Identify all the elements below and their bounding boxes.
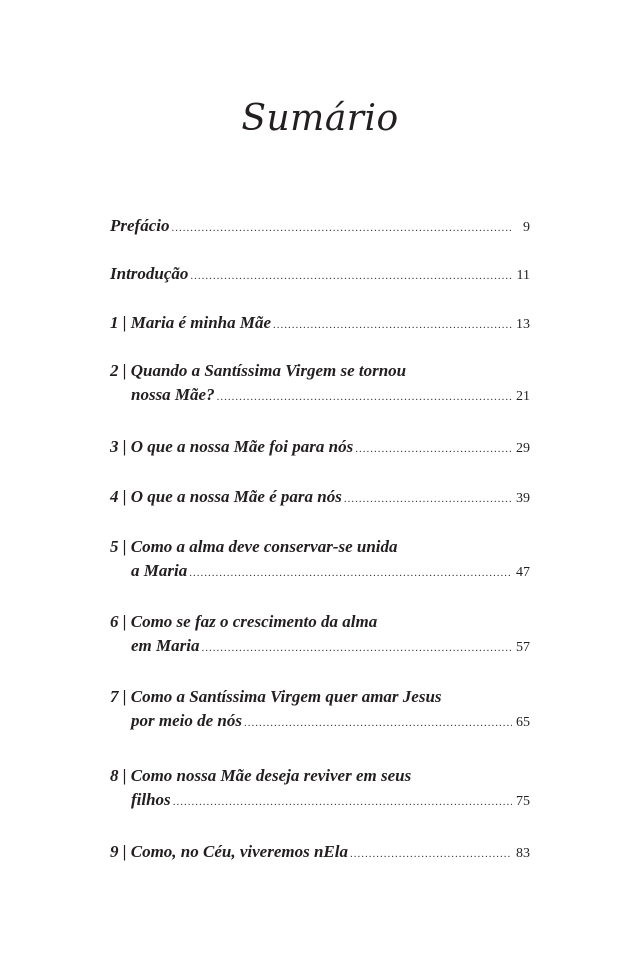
toc-page-number: 39 xyxy=(516,491,530,506)
toc-page-number: 75 xyxy=(516,794,530,809)
toc-entry-chapter-3[interactable] xyxy=(110,435,530,461)
toc-entry-title: 4 | O que a nossa Mãe é para nós xyxy=(110,487,342,506)
toc-entry-title: 5 | Como a alma deve conservar-se unida xyxy=(110,537,398,556)
dot-leader xyxy=(171,216,512,240)
toc-entry-introducao[interactable] xyxy=(110,262,530,288)
toc-page-number: 11 xyxy=(516,268,530,283)
toc-page-number: 9 xyxy=(523,220,530,235)
toc-entry-title: 2 | Quando a Santíssima Virgem se tornou xyxy=(110,361,407,380)
toc-entry-title: 6 | Como se faz o crescimento da alma xyxy=(110,612,378,631)
toc-entry-title-continued: por meio de nós xyxy=(131,711,242,730)
toc-entry-title-continued: nossa Mãe? xyxy=(131,385,215,404)
toc-entry-title-continued: a Maria xyxy=(131,561,188,580)
dot-leader xyxy=(190,264,512,288)
toc-page-number: 13 xyxy=(516,317,530,332)
toc-entry-chapter-8[interactable] xyxy=(110,764,530,814)
dot-leader xyxy=(344,487,512,511)
toc-entry-title: 1 | Maria é minha Mãe xyxy=(110,313,272,332)
toc-page-number: 57 xyxy=(516,640,530,655)
toc-entry-chapter-4[interactable] xyxy=(110,485,530,511)
dot-leader xyxy=(244,711,512,735)
toc-entry-chapter-6[interactable] xyxy=(110,610,530,660)
toc-entry-chapter-5[interactable] xyxy=(110,535,530,585)
toc-entry-title-continued: filhos xyxy=(131,790,171,809)
toc-page-number: 47 xyxy=(516,565,530,580)
toc-page-number: 65 xyxy=(516,715,530,730)
toc-entry-prefacio[interactable] xyxy=(110,214,530,240)
dot-leader xyxy=(350,842,512,866)
toc-entry-title-continued: em Maria xyxy=(131,636,200,655)
toc-entry-chapter-2[interactable] xyxy=(110,359,530,409)
dot-leader xyxy=(201,636,512,660)
toc-entry-title: Introdução xyxy=(110,264,189,283)
toc-entry-chapter-1[interactable] xyxy=(110,311,530,337)
toc-entry-title: 7 | Como a Santíssima Virgem quer amar Jesus xyxy=(110,687,442,706)
dot-leader xyxy=(273,313,512,337)
dot-leader xyxy=(217,385,512,409)
dot-leader xyxy=(355,437,512,461)
toc-entry-chapter-9[interactable] xyxy=(110,840,530,866)
toc-page-number: 29 xyxy=(516,441,530,456)
toc-entry-title: 9 | Como, no Céu, viveremos nEla xyxy=(110,842,348,861)
page-title: Sumário xyxy=(241,98,399,139)
toc-page-number: 83 xyxy=(516,846,530,861)
dot-leader xyxy=(189,561,512,585)
toc-entry-chapter-7[interactable] xyxy=(110,685,530,735)
toc-entry-title: 3 | O que a nossa Mãe foi para nós xyxy=(110,437,354,456)
toc-entry-title: Prefácio xyxy=(110,216,170,235)
toc-entry-title: 8 | Como nossa Mãe deseja reviver em seus xyxy=(110,766,412,785)
dot-leader xyxy=(173,790,512,814)
toc-page-number: 21 xyxy=(516,389,530,404)
